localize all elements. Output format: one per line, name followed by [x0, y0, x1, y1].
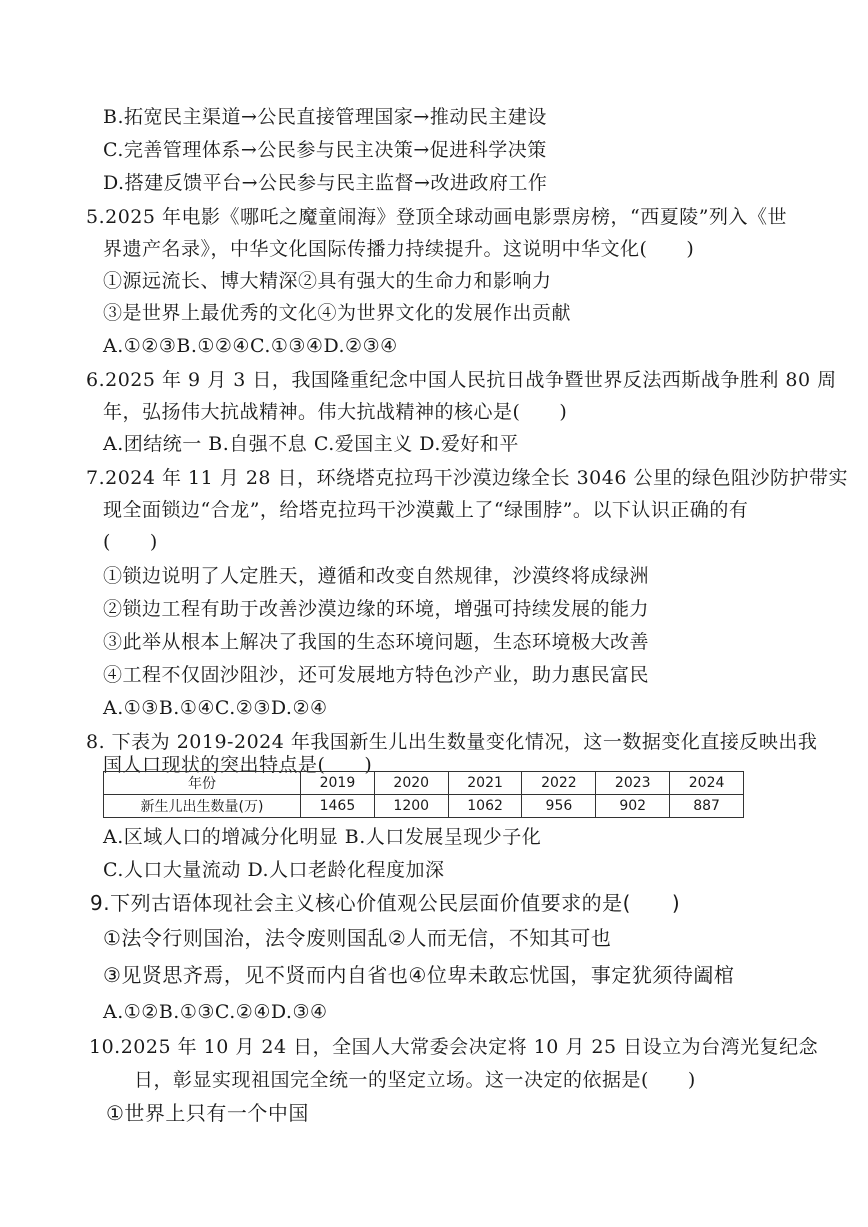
table-row	[104, 772, 744, 795]
birth-data-table	[103, 771, 744, 818]
question-6-stem: 年，弘扬伟大抗战精神。伟大抗战精神的核心是( )	[103, 401, 568, 423]
table-header-cell: 2024	[670, 772, 744, 795]
question-9-item: ③见贤思齐焉，见不贤而内自省也④位卑未敢忘忧国，事定犹须待阖棺	[103, 963, 735, 987]
table-cell: 902	[596, 795, 670, 818]
question-7-item: ①锁边说明了人定胜天，遵循和改变自然规律，沙漠终将成绿洲	[103, 565, 650, 587]
question-5-item: ③是世界上最优秀的文化④为世界文化的发展作出贡献	[103, 302, 572, 324]
question-7-stem: 现全面锁边“合龙”，给塔克拉玛干沙漠戴上了“绿围脖”。以下认识正确的有	[103, 499, 749, 521]
question-7-item: ④工程不仅固沙阻沙，还可发展地方特色沙产业，助力惠民富民	[103, 664, 650, 686]
question-5-stem: 界遗产名录》，中华文化国际传播力持续提升。这说明中华文化( )	[103, 238, 695, 260]
question-9-choices: A.①②B.①③C.②④D.③④	[103, 1001, 328, 1023]
question-10-item: ①世界上只有一个中国	[106, 1101, 309, 1125]
table-cell: 956	[522, 795, 596, 818]
table-row	[104, 795, 744, 818]
option-line: D.搭建反馈平台→公民参与民主监督→改进政府工作	[103, 172, 548, 194]
table-header-cell: 2020	[374, 772, 448, 795]
table-header-cell: 2022	[522, 772, 596, 795]
question-7-item: ②锁边工程有助于改善沙漠边缘的环境，增强可持续发展的能力	[103, 598, 650, 620]
question-8-stem: 国人口现状的突出特点是( )	[103, 754, 373, 776]
option-line: C.完善管理体系→公民参与民主决策→促进科学决策	[103, 139, 547, 161]
question-9-item: ①法令行则国治，法令废则国乱②人而无信，不知其可也	[103, 926, 612, 950]
question-7-choices: A.①③B.①④C.②③D.②④	[103, 697, 328, 719]
question-10-stem: 10.2025 年 10 月 24 日，全国人大常委会决定将 10 月 25 日设立为台湾光复纪念	[89, 1036, 819, 1058]
question-7-item: ③此举从根本上解决了我国的生态环境问题，生态环境极大改善	[103, 631, 650, 653]
question-8-choices: C.人口大量流动 D.人口老龄化程度加深	[103, 859, 445, 881]
table-cell: 887	[670, 795, 744, 818]
table-header-cell: 2023	[596, 772, 670, 795]
question-5-item: ①源远流长、博大精深②具有强大的生命力和影响力	[103, 270, 552, 292]
table-header-cell: 2021	[448, 772, 522, 795]
table-cell: 1062	[448, 795, 522, 818]
question-6-stem: 6.2025 年 9 月 3 日，我国隆重纪念中国人民抗日战争暨世界反法西斯战争胜利 80 周	[86, 369, 837, 391]
question-5-stem: 5.2025 年电影《哪吒之魔童闹海》登顶全球动画电影票房榜，“西夏陵”列入《世	[86, 206, 787, 228]
question-9-stem: 9.下列古语体现社会主义核心价值观公民层面价值要求的是( )	[90, 891, 681, 915]
table-cell: 1465	[301, 795, 375, 818]
table-header-cell: 2019	[301, 772, 375, 795]
question-5-choices: A.①②③B.①②④C.①③④D.②③④	[103, 335, 398, 357]
table-cell: 1200	[374, 795, 448, 818]
option-line: B.拓宽民主渠道→公民直接管理国家→推动民主建设	[103, 106, 547, 128]
question-7-stem: ( )	[103, 531, 158, 553]
question-7-stem: 7.2024 年 11 月 28 日，环绕塔克拉玛干沙漠边缘全长 3046 公里的绿色阻沙防护带实	[86, 467, 848, 489]
question-8-stem: 8. 下表为 2019-2024 年我国新生儿出生数量变化情况，这一数据变化直接反映出我	[86, 731, 818, 753]
table-row-label: 新生儿出生数量(万)	[104, 795, 301, 818]
question-6-choices: A.团结统一 B.自强不息 C.爱国主义 D.爱好和平	[103, 433, 519, 455]
question-10-stem: 日，彰显实现祖国完全统一的坚定立场。这一决定的依据是( )	[134, 1069, 696, 1091]
table-header-cell: 年份	[104, 772, 301, 795]
question-8-choices: A.区域人口的增减分化明显 B.人口发展呈现少子化	[103, 826, 542, 848]
